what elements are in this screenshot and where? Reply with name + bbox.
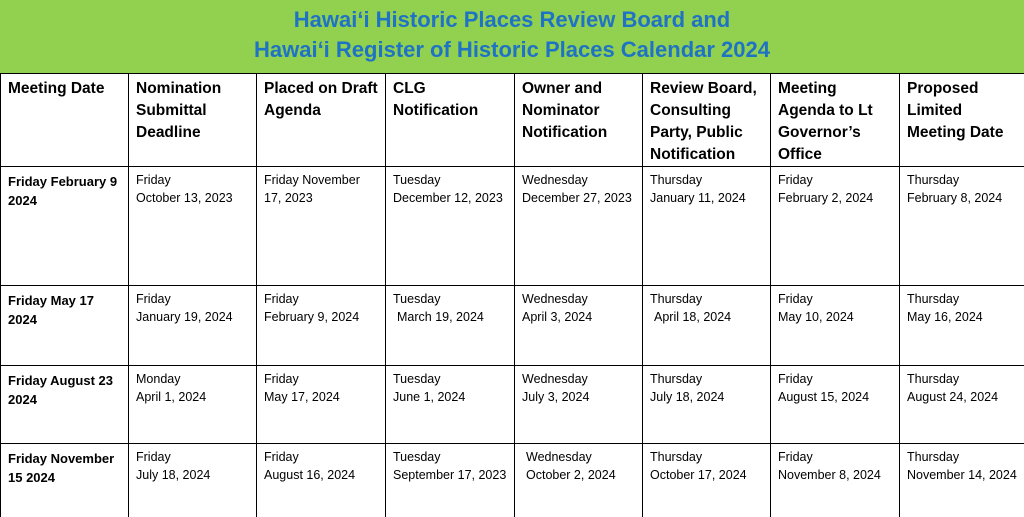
- draft-agenda-cell: [257, 286, 386, 366]
- review-cell: [643, 444, 771, 517]
- title-line-2: Hawaiʻi Register of Historic Places Calendar 2024: [0, 35, 1024, 65]
- limited-day: Thursday: [907, 291, 1020, 309]
- submittal-day: Friday: [136, 291, 252, 309]
- owner-cell: [515, 444, 643, 517]
- clg-day: Tuesday: [393, 172, 510, 190]
- clg-cell: [386, 444, 515, 517]
- header-row: [1, 74, 1024, 167]
- clg-day: Tuesday: [393, 371, 510, 389]
- column-header-submittal-deadline: Nomination Submittal Deadline: [129, 74, 257, 167]
- review-date: April 18, 2024: [650, 309, 766, 327]
- lt-gov-day: Friday: [778, 371, 895, 389]
- draft-agenda-day: Friday: [264, 291, 381, 309]
- table-row: [1, 286, 1024, 366]
- meeting-date: Friday August 23 2024: [8, 371, 124, 409]
- table-row: [1, 366, 1024, 444]
- review-day: Thursday: [650, 371, 766, 389]
- review-date: January 11, 2024: [650, 190, 766, 208]
- review-date: October 17, 2024: [650, 467, 766, 485]
- lt-gov-date: May 10, 2024: [778, 309, 895, 327]
- meeting-date: Friday February 9 2024: [8, 172, 124, 210]
- owner-day: Wednesday: [522, 172, 638, 190]
- limited-cell: [900, 444, 1024, 517]
- title-line-1: Hawaiʻi Historic Places Review Board and: [0, 5, 1024, 35]
- lt-gov-cell: [771, 167, 900, 286]
- table-row: [1, 444, 1024, 517]
- draft-agenda-cell: [257, 167, 386, 286]
- draft-agenda-cell: [257, 366, 386, 444]
- review-day: Thursday: [650, 291, 766, 309]
- submittal-day: Friday: [136, 172, 252, 190]
- lt-gov-day: Friday: [778, 291, 895, 309]
- lt-gov-cell: [771, 366, 900, 444]
- owner-date: July 3, 2024: [522, 389, 638, 407]
- submittal-date: January 19, 2024: [136, 309, 252, 327]
- limited-day: Thursday: [907, 449, 1020, 467]
- lt-gov-cell: [771, 444, 900, 517]
- meeting-date-cell: [1, 366, 129, 444]
- limited-cell: [900, 286, 1024, 366]
- limited-day: Thursday: [907, 371, 1020, 389]
- submittal-date: April 1, 2024: [136, 389, 252, 407]
- review-day: Thursday: [650, 449, 766, 467]
- submittal-day: Monday: [136, 371, 252, 389]
- owner-date: April 3, 2024: [522, 309, 638, 327]
- lt-gov-date: August 15, 2024: [778, 389, 895, 407]
- lt-gov-cell: [771, 286, 900, 366]
- clg-cell: [386, 286, 515, 366]
- lt-gov-date: February 2, 2024: [778, 190, 895, 208]
- limited-date: November 14, 2024: [907, 467, 1020, 485]
- clg-date: September 17, 2023: [393, 467, 510, 485]
- clg-cell: [386, 167, 515, 286]
- draft-agenda-date: 17, 2023: [264, 190, 381, 208]
- owner-date: December 27, 2023: [522, 190, 638, 208]
- meeting-date: Friday November 15 2024: [8, 449, 124, 487]
- draft-agenda-date: May 17, 2024: [264, 389, 381, 407]
- owner-day: Wednesday: [522, 371, 638, 389]
- submittal-day: Friday: [136, 449, 252, 467]
- column-header-lt-governor-agenda: Meeting Agenda to Lt Governor’s Office: [771, 74, 900, 167]
- clg-cell: [386, 366, 515, 444]
- clg-date: June 1, 2024: [393, 389, 510, 407]
- review-date: July 18, 2024: [650, 389, 766, 407]
- review-day: Thursday: [650, 172, 766, 190]
- calendar-table: [0, 73, 1024, 517]
- limited-cell: [900, 366, 1024, 444]
- draft-agenda-day: Friday: [264, 449, 381, 467]
- draft-agenda-cell: [257, 444, 386, 517]
- lt-gov-day: Friday: [778, 172, 895, 190]
- owner-cell: [515, 167, 643, 286]
- meeting-date-cell: [1, 444, 129, 517]
- owner-cell: [515, 286, 643, 366]
- owner-date: October 2, 2024: [522, 467, 638, 485]
- owner-day: Wednesday: [522, 449, 638, 467]
- column-header-owner-notification: Owner and Nominator Notification: [515, 74, 643, 167]
- draft-agenda-day: Friday: [264, 371, 381, 389]
- draft-agenda-day: Friday November: [264, 172, 381, 190]
- review-cell: [643, 286, 771, 366]
- column-header-draft-agenda: Placed on Draft Agenda: [257, 74, 386, 167]
- submittal-cell: [129, 286, 257, 366]
- limited-cell: [900, 167, 1024, 286]
- draft-agenda-date: August 16, 2024: [264, 467, 381, 485]
- limited-date: February 8, 2024: [907, 190, 1020, 208]
- table-row: [1, 167, 1024, 286]
- clg-day: Tuesday: [393, 291, 510, 309]
- lt-gov-day: Friday: [778, 449, 895, 467]
- column-header-clg-notification: CLG Notification: [386, 74, 515, 167]
- clg-date: December 12, 2023: [393, 190, 510, 208]
- submittal-date: July 18, 2024: [136, 467, 252, 485]
- column-header-meeting-date: Meeting Date: [1, 74, 129, 167]
- submittal-cell: [129, 366, 257, 444]
- meeting-date-cell: [1, 167, 129, 286]
- clg-date: March 19, 2024: [393, 309, 510, 327]
- limited-date: August 24, 2024: [907, 389, 1020, 407]
- review-cell: [643, 366, 771, 444]
- column-header-limited-meeting-date: Proposed Limited Meeting Date: [900, 74, 1024, 167]
- limited-day: Thursday: [907, 172, 1020, 190]
- clg-day: Tuesday: [393, 449, 510, 467]
- lt-gov-date: November 8, 2024: [778, 467, 895, 485]
- limited-date: May 16, 2024: [907, 309, 1020, 327]
- title-banner: [0, 0, 1024, 73]
- meeting-date-cell: [1, 286, 129, 366]
- submittal-cell: [129, 444, 257, 517]
- submittal-cell: [129, 167, 257, 286]
- draft-agenda-date: February 9, 2024: [264, 309, 381, 327]
- submittal-date: October 13, 2023: [136, 190, 252, 208]
- review-cell: [643, 167, 771, 286]
- owner-cell: [515, 366, 643, 444]
- owner-day: Wednesday: [522, 291, 638, 309]
- column-header-review-board-notification: Review Board, Consulting Party, Public Notification: [643, 74, 771, 167]
- meeting-date: Friday May 17 2024: [8, 291, 124, 329]
